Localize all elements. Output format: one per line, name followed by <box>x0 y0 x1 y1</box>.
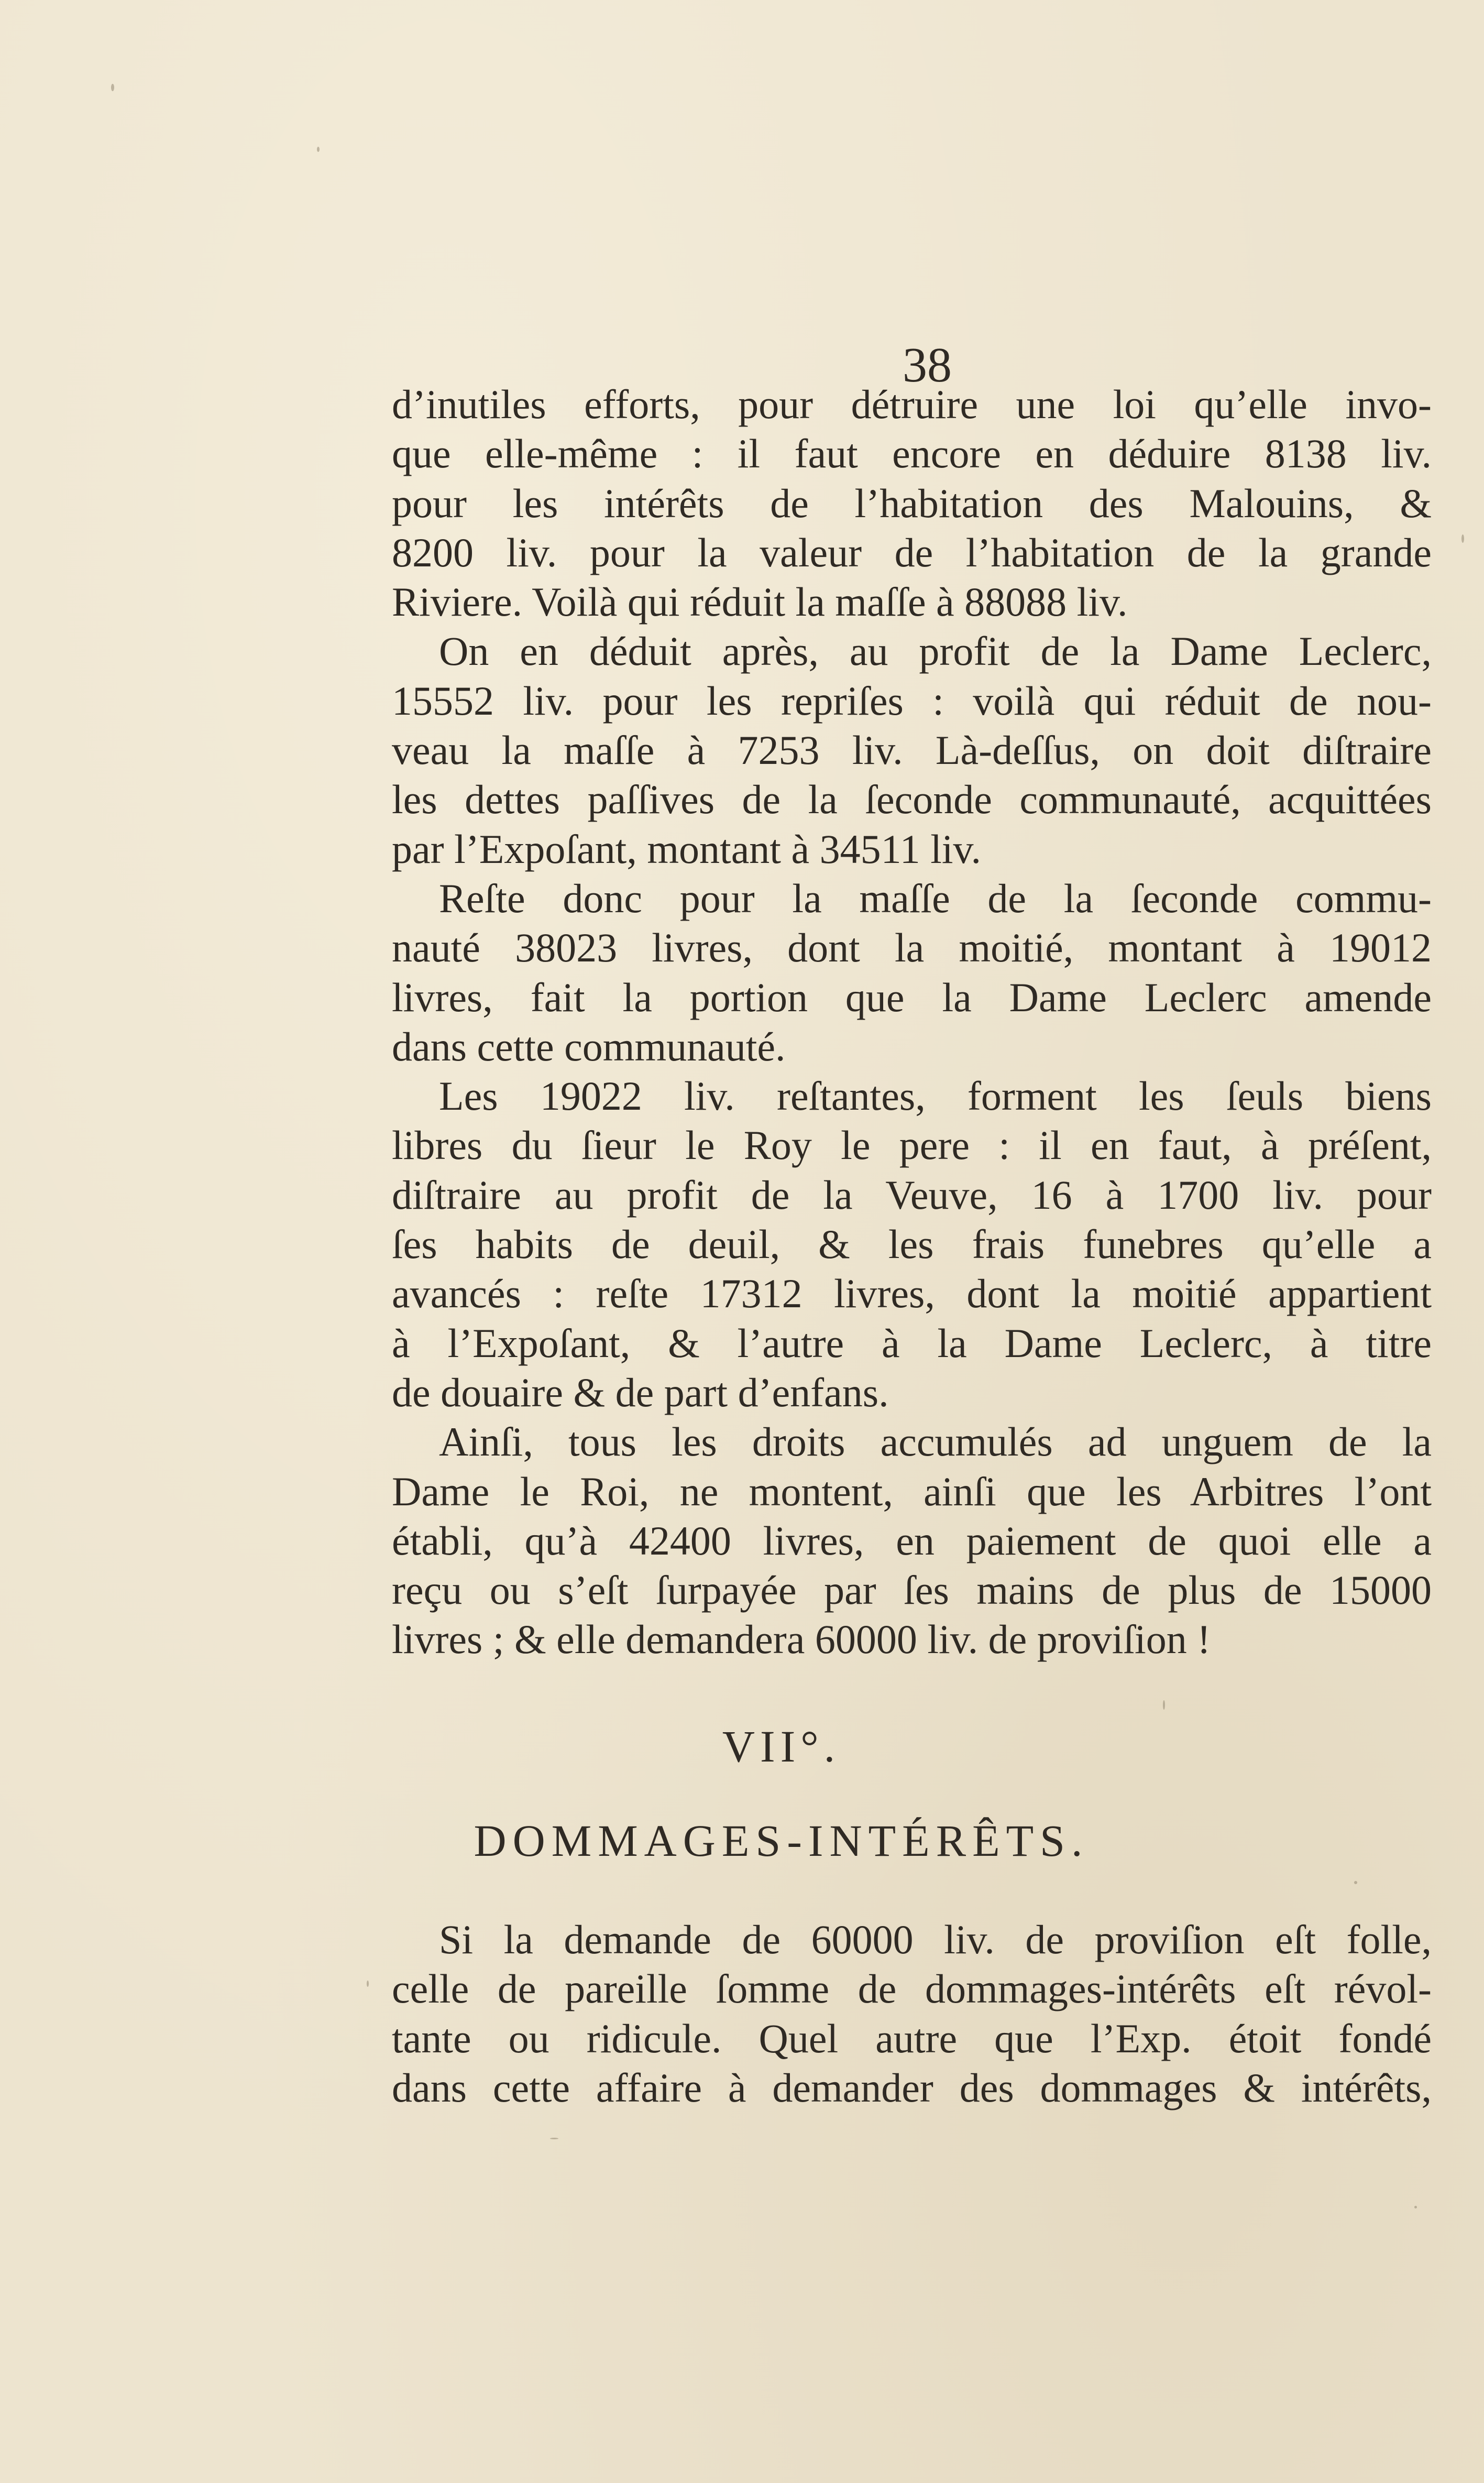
text-line: Ainſi, tous les droits accumulés ad unguem de la <box>439 1419 1432 1465</box>
paper-speck <box>550 2138 558 2139</box>
paper-speck <box>367 1981 369 1987</box>
text-line: avancés : reſte 17312 livres, dont la moitié appartient <box>392 1271 1432 1317</box>
section-number: VII°. <box>722 1721 841 1771</box>
paper-speck <box>1461 534 1464 543</box>
text-line: de douaire & de part d’enfans. <box>392 1369 889 1415</box>
paper-speck <box>1414 2206 1417 2208</box>
text-line: diſtraire au profit de la Veuve, 16 à 1700 liv. pour <box>392 1172 1432 1218</box>
paper-speck <box>1163 1700 1165 1710</box>
text-line: dans cette communauté. <box>392 1023 786 1069</box>
text-line: que elle-même : il faut encore en déduire 8138 liv. <box>392 431 1432 477</box>
paragraph <box>392 380 1432 627</box>
paragraph <box>392 1915 1432 2113</box>
text-line: veau la maſſe à 7253 liv. Là-deſſus, on doit diſtraire <box>392 727 1432 773</box>
text-line: à l’Expoſant, & l’autre à la Dame Leclerc, à titre <box>392 1320 1432 1366</box>
text-line: Les 19022 liv. reſtantes, forment les ſeuls biens <box>439 1073 1432 1119</box>
text-line: Dame le Roi, ne montent, ainſi que les Arbitres l’ont <box>392 1468 1432 1514</box>
paragraph <box>392 1417 1432 1664</box>
section-title: DOMMAGES-INTÉRÊTS. <box>474 1815 1089 1866</box>
text-line: dans cette affaire à demander des dommages & intérêts, <box>392 2064 1432 2110</box>
paper-speck <box>1354 1881 1357 1884</box>
text-line: d’inutiles efforts, pour détruire une loi qu’elle invo- <box>392 381 1432 427</box>
paper-speck <box>111 84 114 91</box>
text-line: On en déduit après, au profit de la Dame Leclerc, <box>439 628 1432 674</box>
text-line: nauté 38023 livres, dont la moitié, montant à 19012 <box>392 925 1432 971</box>
text-line: par l’Expoſant, montant à 34511 liv. <box>392 826 981 872</box>
section-text <box>392 1915 1432 2113</box>
main-text <box>392 380 1432 1665</box>
text-line: celle de pareille ſomme de dommages-intérêts eſt révol- <box>392 1966 1432 2012</box>
text-line: pour les intérêts de l’habitation des Malouins, & <box>392 480 1432 526</box>
paragraph <box>392 627 1432 873</box>
page-number: 38 <box>903 338 952 392</box>
paragraph <box>392 1071 1432 1417</box>
text-line: 8200 liv. pour la valeur de l’habitation de la grande <box>392 529 1432 575</box>
text-line: Reſte donc pour la maſſe de la ſeconde commu- <box>439 875 1432 921</box>
text-line: reçu ou s’eſt ſurpayée par ſes mains de plus de 15000 <box>392 1567 1432 1613</box>
text-line: 15552 liv. pour les repriſes : voilà qui réduit de nou- <box>392 677 1432 724</box>
text-line: établi, qu’à 42400 livres, en paiement de quoi elle a <box>392 1517 1432 1563</box>
text-line: Si la demande de 60000 liv. de proviſion eſt folle, <box>439 1917 1432 1962</box>
paper-speck <box>317 147 320 152</box>
text-line: libres du ſieur le Roy le pere : il en faut, à préſent, <box>392 1122 1432 1168</box>
text-line: ſes habits de deuil, & les frais funebres qu’elle a <box>392 1221 1432 1267</box>
text-line: livres, fait la portion que la Dame Leclerc amende <box>392 974 1432 1020</box>
text-line: Riviere. Voilà qui réduit la maſſe à 88088 liv. <box>392 579 1128 625</box>
text-line: livres ; & elle demandera 60000 liv. de proviſion ! <box>392 1616 1211 1662</box>
text-line: tante ou ridicule. Quel autre que l’Exp. étoit fondé <box>392 2015 1432 2061</box>
text-line: les dettes paſſives de la ſeconde communauté, acquittées <box>392 776 1432 823</box>
paragraph <box>392 874 1432 1071</box>
